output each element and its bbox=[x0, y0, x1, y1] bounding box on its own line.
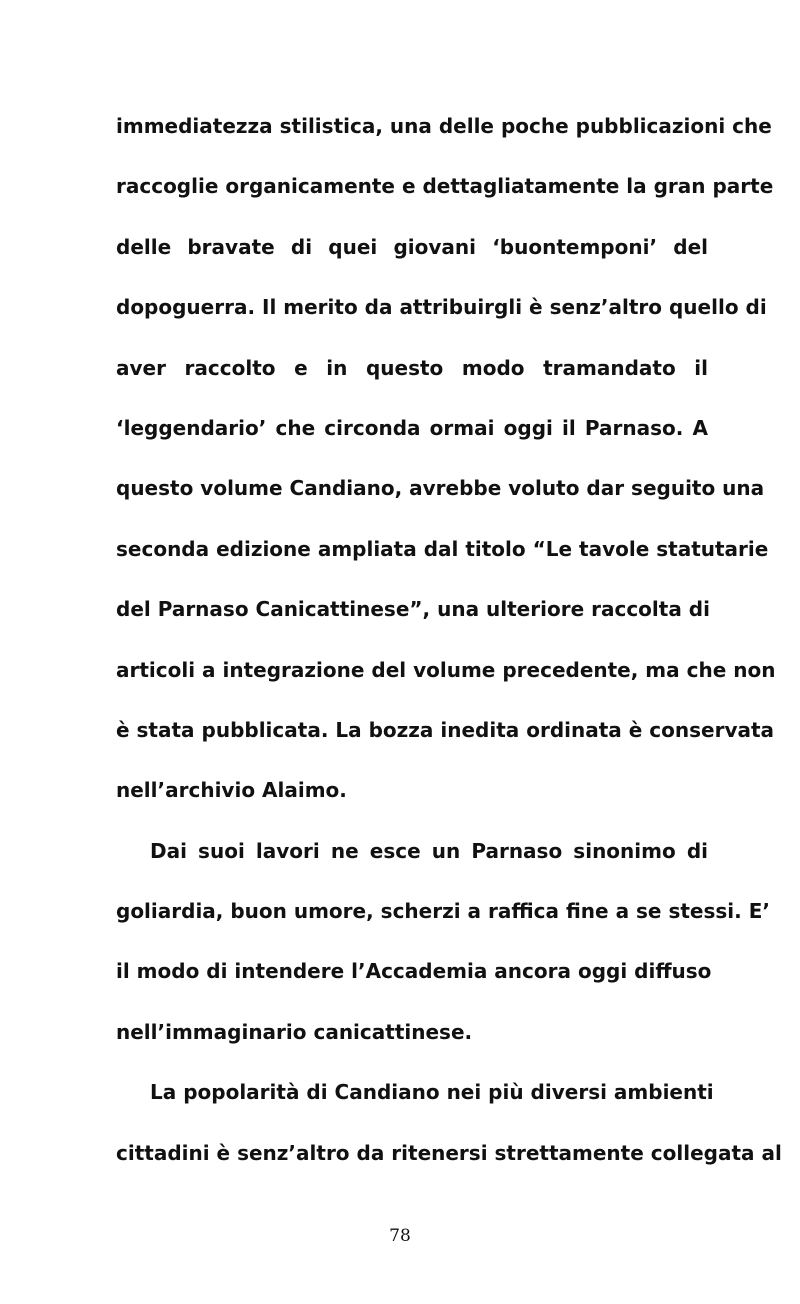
text-line-14: goliardia, buon umore, scherzi a raffica fine a se stessi. E’ bbox=[116, 899, 770, 924]
text-line-6: ‘leggendario’ che circonda ormai oggi il Parnaso. A bbox=[116, 415, 708, 440]
text-line-5: aver raccolto e in questo modo tramandato il bbox=[116, 355, 708, 380]
text-line-8: seconda edizione ampliata dal titolo “Le tavole statutarie bbox=[116, 536, 769, 561]
text-line-2: raccoglie organicamente e dettagliatamente la gran parte bbox=[116, 174, 774, 199]
text-line-9: del Parnaso Canicattinese”, una ulteriore raccolta di bbox=[116, 597, 710, 622]
text-line-16: nell’immaginario canicattinese. bbox=[116, 1019, 473, 1044]
body-text bbox=[116, 96, 782, 1183]
page-number: 78 bbox=[389, 1226, 411, 1246]
text-line-17: La popolarità di Candiano nei più diversi ambienti bbox=[150, 1080, 714, 1105]
text-line-7: questo volume Candiano, avrebbe voluto dar seguito una bbox=[116, 476, 765, 501]
text-line-18: cittadini è senz’altro da ritenersi strettamente collegata al bbox=[116, 1140, 782, 1165]
text-line-3: delle bravate di quei giovani ‘buontemponi’ del bbox=[116, 234, 708, 259]
text-line-10: articoli a integrazione del volume precedente, ma che non bbox=[116, 657, 776, 682]
text-line-11: è stata pubblicata. La bozza inedita ordinata è conservata bbox=[116, 717, 775, 742]
text-line-1: immediatezza stilistica, una delle poche pubblicazioni che bbox=[116, 114, 772, 138]
text-line-15: il modo di intendere l’Accademia ancora oggi diffuso bbox=[116, 959, 712, 984]
text-line-12: nell’archivio Alaimo. bbox=[116, 778, 347, 803]
text-line-13: Dai suoi lavori ne esce un Parnaso sinonimo di bbox=[150, 838, 708, 863]
text-line-4: dopoguerra. Il merito da attribuirgli è senz’altro quello di bbox=[116, 295, 767, 320]
